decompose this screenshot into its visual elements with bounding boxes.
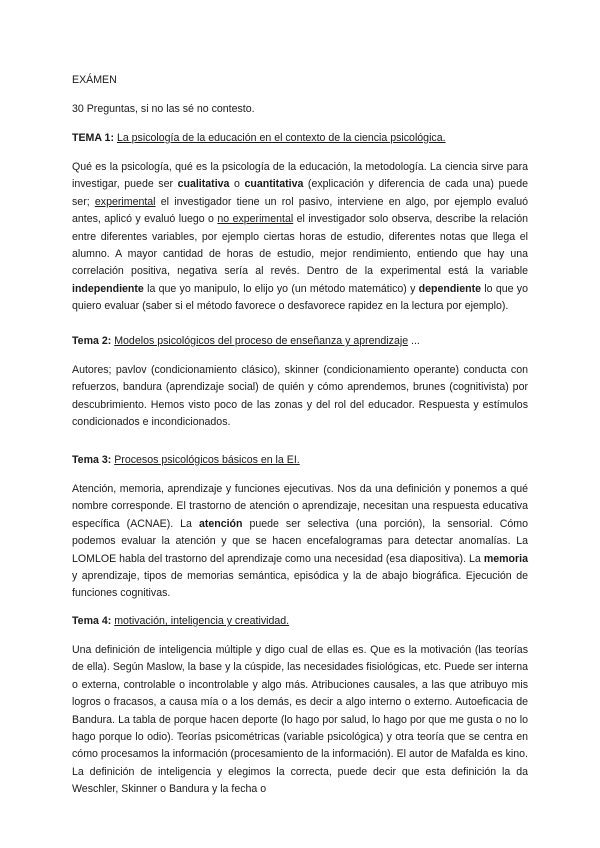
underlined-term: experimental: [94, 195, 156, 208]
bold-term: independiente: [72, 282, 144, 295]
tema-4-body: [72, 642, 528, 799]
tema-suffix: ...: [408, 335, 420, 347]
tema-3-body: [72, 481, 528, 603]
text-run: y aprendizaje, tipos de memorias semántica, episódica y la de abajo biográfica. Ejecución de funciones cognitivas.: [72, 570, 528, 600]
tema-2-body: [72, 362, 528, 432]
text-run: lo que yo quiero evaluar (saber si el método favorece o desfavorece rapidez en la lectura por ejemplo).: [72, 282, 528, 313]
bold-term: cualitativa: [177, 178, 230, 191]
tema-label: Tema 3:: [72, 454, 112, 466]
tema-title: Modelos psicológicos del proceso de enseñanza y aprendizaje: [114, 335, 409, 347]
tema-3-heading: [72, 452, 528, 469]
text-run: Qué es la psicología, qué es la psicología de la educación, la metodología. La ciencia sirve para investigar, puede ser: [72, 161, 528, 191]
text-run: Autores; pavlov (condicionamiento clásico), skinner (condicionamiento operante) conducta con refuerzos, bandura (aprendizaje social) de quién y cómo aprendemos, brunes (cognitivista) por descubrimiento. Hemos visto poco de las zonas y del rol del educador. Respuesta y estímulos condicionados e incondicionados.: [72, 364, 528, 429]
bold-term: dependiente: [418, 282, 482, 295]
tema-title: La psicología de la educación en el contexto de la ciencia psicológica.: [116, 132, 446, 144]
text-run: el investigador tiene un rol pasivo, interviene en algo, por ejemplo evaluó antes, aplicó y evaluó luego o: [72, 195, 528, 226]
text-run: Atención, memoria, aprendizaje y funciones ejecutivas. Nos da una definición y ponemos a qué nombre corresponde. El trastorno de atención o aprendizaje, necesitan una respuesta educativa específica (ACNAE). La: [72, 483, 528, 530]
tema-label: Tema 4:: [72, 615, 112, 627]
tema-2-heading: [72, 333, 528, 350]
tema-4-heading: [72, 613, 528, 630]
tema-label: TEMA 1:: [72, 132, 114, 144]
underlined-term: no experimental: [217, 213, 294, 226]
text-run: (explicación y diferencia de cada una) puede ser;: [72, 178, 528, 208]
bold-term: memoria: [483, 552, 528, 565]
tema-title: Procesos psicológicos básicos en la EI.: [114, 454, 300, 466]
text-run: puede ser selectiva (una porción), la sensorial. Cómo podemos evaluar la atención y que se hacen encefalogramas para detectar anomalías. La LOMLOE habla del trastorno del aprendizaje como una necesidad (esa diapositiva). La: [72, 517, 529, 565]
tema-1-heading: [72, 130, 528, 147]
bold-term: cuantitativa: [244, 178, 304, 191]
tema-label: Tema 2:: [72, 335, 112, 347]
text-run: o: [229, 178, 245, 191]
text-run: el investigador solo observa, describe la relación entre diferentes variables, por ejemplo ciertas horas de estudio, diferentes notas que llega el alumno. A mayor cantidad de horas de estudio, mejor rendimiento, entiendo que hay una correlación positiva, negativa sería al revés. Dentro de la experimental está la variable: [72, 213, 528, 278]
tema-title: motivación, inteligencia y creatividad.: [114, 615, 290, 627]
text-run: la que yo manipulo, lo elijo yo (un método matemático) y: [143, 282, 419, 295]
bold-term: atención: [198, 517, 243, 530]
text-run: Una definición de inteligencia múltiple y digo cual de ellas es. Que es la motivación (las teorías de ella). Según Maslow, la base y la cúspide, las necesidades fisiológicas, etc. Puede ser interna o externa, controlable o incontrolable y algo más. Atribuciones causales, a las que atribuyo mis logros o fracasos, a causa mía o a los demás, es decir a algo interno o externo. Autoeficacia de Bandura. La tabla de porque hacen deporte (lo hago por salud, lo hago por que me gusta o no lo hago porque lo odio). Teorías psicométricas (variable psicológica) y otra teoría que se centra en cómo procesamos la información (procesamiento de la información). El autor de Mafalda es kino. La definición de inteligencia y elegimos la correcta, puede decir que esta definición la da Weschler, Skinner o Bandura y la fecha o: [72, 644, 528, 796]
tema-1-body: [72, 159, 528, 316]
intro-line: 30 Preguntas, si no las sé no contesto.: [72, 103, 255, 115]
doc-title: EXÁMEN: [72, 74, 117, 86]
